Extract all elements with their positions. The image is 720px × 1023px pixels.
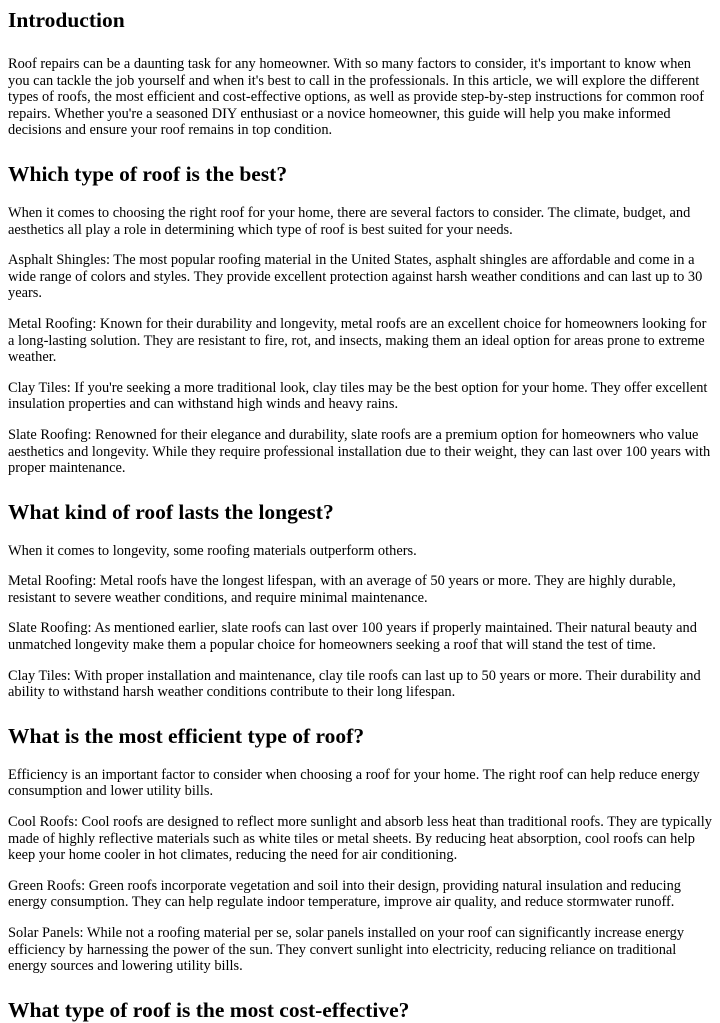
paragraph: Cool Roofs: Cool roofs are designed to reflect more sunlight and absorb less heat than traditional roofs. They are typically made of highly reflective materials such as white tiles or metal sheets. By reducing heat absorption, cool roofs can help keep your home cooler in hot climates, reducing the need for air conditioning. (8, 814, 712, 864)
paragraph: Solar Panels: While not a roofing material per se, solar panels installed on your roof can significantly increase energy efficiency by harnessing the power of the sun. They convert sunlight into electricity, reducing reliance on traditional energy sources and lowering utility bills. (8, 925, 685, 975)
section-heading: Which type of roof is the best? (8, 161, 288, 186)
paragraph: Slate Roofing: Renowned for their elegance and durability, slate roofs are a premium option for homeowners who value aesthetics and longevity. While they require professional installation due to their weight, they can last over 100 years with proper maintenance. (8, 426, 711, 477)
section-heading: Introduction (8, 8, 125, 32)
paragraph: Roof repairs can be a daunting task for any homeowner. With so many factors to consider, it's important to know when you can tackle the job yourself and when it's best to call in the professionals. In this article, we will explore the different types of roofs, the most efficient and cost-effective options, as well as provide step-by-step instructions for common roof repairs. Whether you're a seasoned DIY enthusiast or a novice homeowner, this guide will help you make informed decisions and ensure your roof remains in top condition. (8, 56, 705, 139)
section-heading: What type of roof is the most cost-effective? (8, 997, 410, 1022)
paragraph: Efficiency is an important factor to consider when choosing a roof for your home. The right roof can help reduce energy consumption and lower utility bills. (8, 766, 700, 800)
section-heading: What is the most efficient type of roof? (8, 723, 365, 748)
paragraph: Clay Tiles: If you're seeking a more traditional look, clay tiles may be the best option for your home. They offer excellent insulation properties and can withstand high winds and heavy rains. (8, 379, 708, 413)
paragraph: Metal Roofing: Metal roofs have the longest lifespan, with an average of 50 years or more. They are highly durable, resistant to severe weather conditions, and require minimal maintenance. (8, 573, 676, 606)
paragraph: Green Roofs: Green roofs incorporate vegetation and soil into their design, providing natural insulation and reducing energy consumption. They can help regulate indoor temperature, improve air quality, and reduce stormwater runoff. (8, 877, 681, 911)
paragraph: When it comes to longevity, some roofing materials outperform others. (8, 542, 417, 559)
paragraph: Slate Roofing: As mentioned earlier, slate roofs can last over 100 years if properly maintained. Their natural beauty and unmatched longevity make them a popular choice for homeowners seeking a roof that will stand the test of time. (8, 620, 697, 654)
paragraph: When it comes to choosing the right roof for your home, there are several factors to consider. The climate, budget, and aesthetics all play a role in determining which type of roof is best suited for your needs. (8, 204, 691, 238)
paragraph: Asphalt Shingles: The most popular roofing material in the United States, asphalt shingles are affordable and come in a wide range of colors and styles. They provide excellent protection against harsh weather conditions and can last up to 30 years. (8, 252, 703, 302)
paragraph: Clay Tiles: With proper installation and maintenance, clay tile roofs can last up to 50 years or more. Their durability and ability to withstand harsh weather conditions contribute to their long lifespan. (8, 667, 701, 701)
section-heading: What kind of roof lasts the longest? (8, 499, 334, 524)
paragraph: Metal Roofing: Known for their durability and longevity, metal roofs are an excellent choice for homeowners looking for a long-lasting solution. They are resistant to fire, rot, and insects, making them an ideal option for areas prone to extreme weather. (8, 315, 707, 366)
